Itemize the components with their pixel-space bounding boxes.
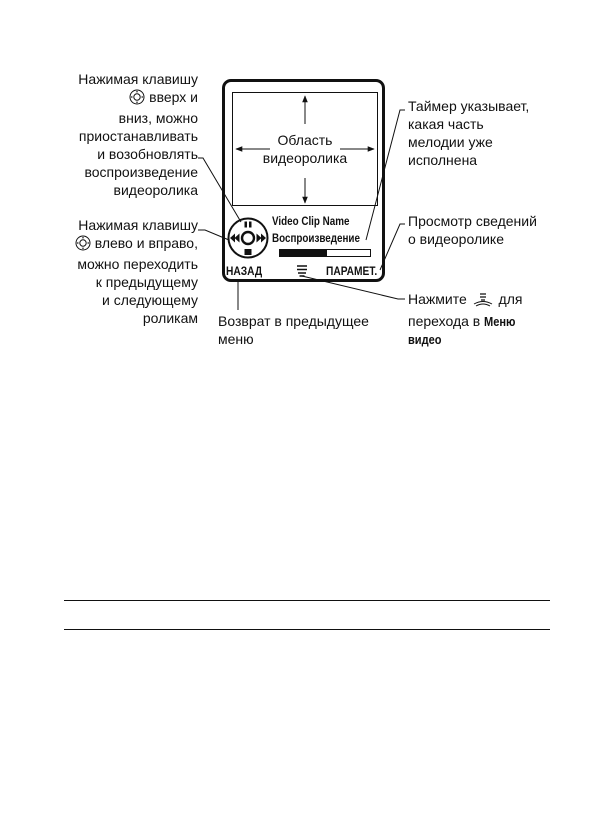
softkey-options[interactable]: ПАРАМЕТ.: [326, 264, 378, 278]
leader-menu: [302, 276, 405, 299]
clip-name: Video Clip Name: [272, 214, 350, 228]
leader-pause-resume: [198, 158, 241, 222]
divider-rule-2: [64, 629, 550, 630]
annotation-details: Просмотр сведений о видеоролике: [408, 213, 537, 247]
annotation-skip-clip: Нажимая клавишу влево и вправо, можно переходить к предыдущему и следующему роликам: [40, 216, 198, 327]
video-area-label: Область видеоролика: [262, 132, 348, 166]
annotation-video-menu: Нажмите для перехода в Меню видео: [408, 291, 523, 347]
annotation-pause-resume: Нажимая клавишу вверх и вниз, можно приостанавливать и возобновлять воспроизведение видеоролика: [78, 71, 198, 198]
leader-skip: [198, 230, 229, 240]
annotation-timer: Таймер указывает, какая часть мелодии уже исполнена: [408, 98, 530, 168]
leader-timer: [366, 110, 405, 240]
playback-status: Воспроизведение: [272, 231, 360, 245]
softkey-back[interactable]: НАЗАД: [226, 264, 263, 278]
annotation-back: Возврат в предыдущее меню: [218, 313, 369, 347]
divider-rule-1: [64, 600, 550, 601]
leader-details: [380, 224, 405, 270]
